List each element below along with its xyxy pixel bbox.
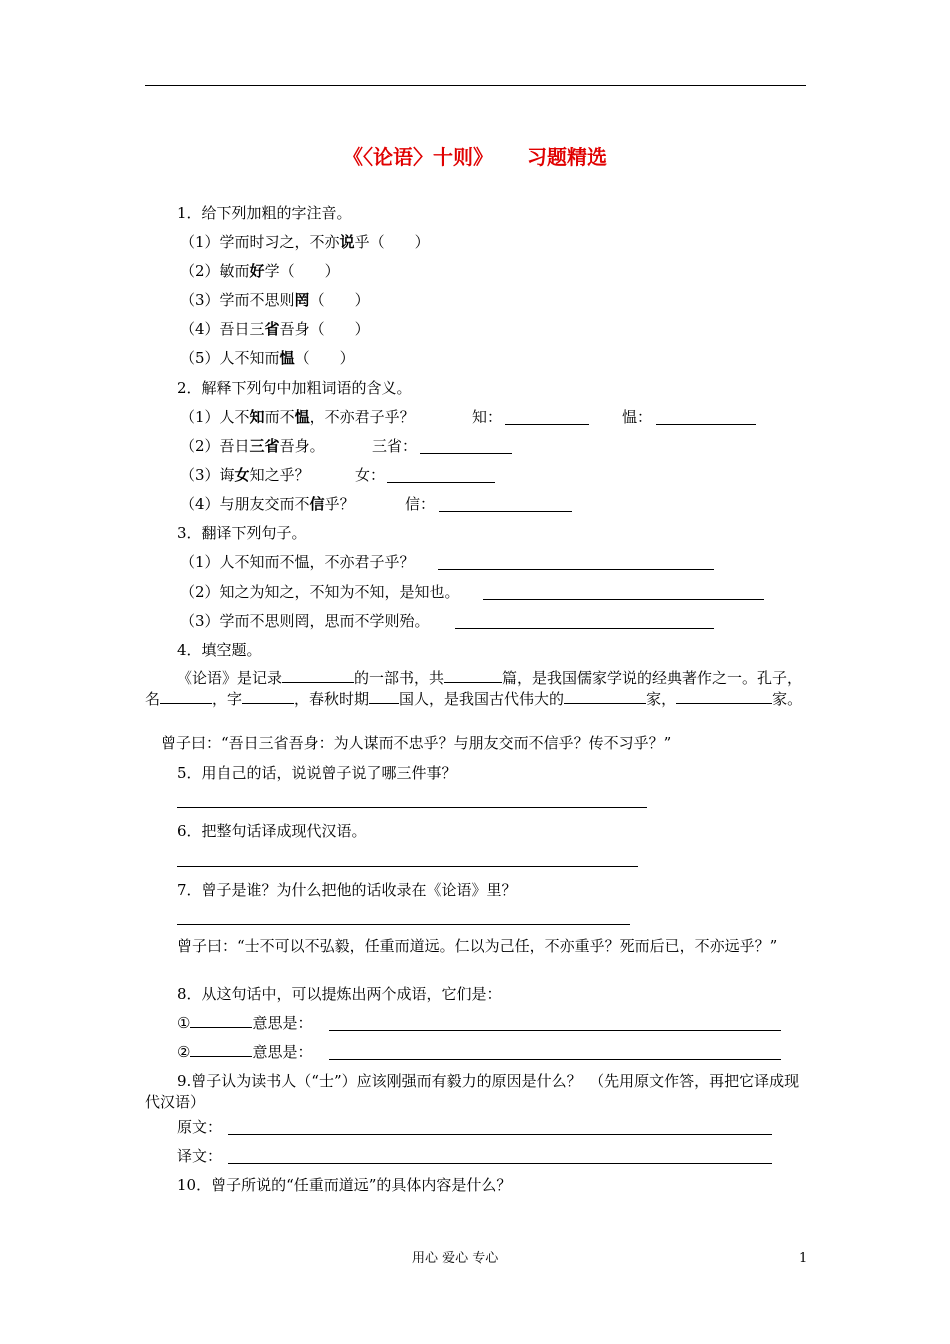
answer-line[interactable] [329, 1059, 781, 1060]
q3-item-3: （3）学而不思则罔，思而不学则殆。 [180, 612, 430, 630]
quote-1: 曾子曰：“吾日三省吾身：为人谋而不忠乎？与朋友交而不信乎？传不习乎？” [161, 734, 672, 752]
header-rule [145, 85, 806, 86]
fill-blank[interactable] [742, 689, 772, 704]
q3-item-2: （2）知之为知之，不知为不知，是知也。 [180, 583, 460, 601]
question-4-stem: 4．填空题。 [177, 641, 262, 659]
q1-item-3: （3）学而不思则罔（ ） [180, 291, 370, 309]
q2-item-3: （3）诲女知之乎？ [180, 466, 310, 484]
q3-item-1: （1）人不知而不愠，不亦君子乎？ [180, 553, 415, 571]
question-1-stem: 1．给下列加粗的字注音。 [177, 204, 352, 222]
fill-blank[interactable] [190, 1013, 252, 1028]
q9-translation-label: 译文： [177, 1147, 223, 1165]
q8-item-2: ② 意思是： [177, 1043, 313, 1061]
q1-item-4: （4）吾日三省吾身（ ） [180, 320, 370, 338]
answer-line[interactable] [483, 599, 764, 600]
q8-item-1: ① 意思是： [177, 1014, 313, 1032]
answer-line[interactable] [438, 569, 714, 570]
q2-item-4: （4）与朋友交而不信乎？ [180, 495, 355, 513]
answer-line[interactable] [228, 1134, 772, 1135]
q2-item-2: （2）吾日三省吾身。 [180, 437, 325, 455]
fill-blank[interactable] [444, 668, 502, 683]
question-9-stem: 9.曾子认为读书人（“士”）应该刚强而有毅力的原因是什么？ （先用原文作答，再把它译成现代汉语） [145, 1072, 800, 1111]
fill-blank[interactable] [282, 668, 354, 683]
answer-line[interactable] [656, 424, 756, 425]
q2-key-3: 三省： [372, 437, 418, 455]
quote-2: 曾子曰：“士不可以不弘毅，任重而道远。仁以为己任，不亦重乎？死而后已，不亦远乎？” [177, 937, 778, 955]
q9-original-label: 原文： [177, 1118, 223, 1136]
q1-item-2: （2）敏而好学（ ） [180, 262, 340, 280]
page-number: 1 [799, 1251, 808, 1266]
answer-line[interactable] [177, 866, 638, 867]
fill-blank[interactable] [190, 1042, 252, 1057]
page-title [0, 144, 950, 170]
answer-line[interactable] [439, 511, 572, 512]
question-3-stem: 3．翻译下列句子。 [177, 524, 307, 542]
q2-key-5: 信： [405, 495, 436, 513]
fill-blank[interactable] [242, 689, 294, 704]
question-5: 5．用自己的话，说说曾子说了哪三件事？ [177, 764, 457, 782]
answer-line[interactable] [505, 424, 589, 425]
answer-line[interactable] [228, 1163, 772, 1164]
q1-item-5: （5）人不知而愠（ ） [180, 349, 355, 367]
answer-line[interactable] [455, 628, 714, 629]
q2-key-2: 愠： [622, 408, 653, 426]
fill-blank[interactable] [369, 689, 399, 704]
question-10: 10．曾子所说的“任重而道远”的具体内容是什么？ [177, 1176, 512, 1194]
q2-item-1: （1）人不知而不愠，不亦君子乎？ [180, 408, 415, 426]
answer-line[interactable] [420, 453, 512, 454]
question-2-stem: 2．解释下列句中加粗词语的含义。 [177, 379, 412, 397]
answer-line[interactable] [387, 482, 495, 483]
fill-blank[interactable] [160, 689, 212, 704]
title-sub: 习题精选 [527, 145, 607, 169]
q1-item-1: （1）学而时习之，不亦说乎（ ） [180, 233, 430, 251]
q2-key-1: 知： [472, 408, 503, 426]
footer-motto: 用心 爱心 专心 [412, 1251, 499, 1266]
question-7: 7．曾子是谁？为什么把他的话收录在《论语》里？ [177, 881, 517, 899]
answer-line[interactable] [329, 1030, 781, 1031]
q2-key-4: 女： [355, 466, 386, 484]
answer-line[interactable] [177, 807, 647, 808]
answer-line[interactable] [177, 924, 630, 925]
fill-blank[interactable] [676, 689, 742, 704]
question-8-stem: 8．从这句话中，可以提炼出两个成语，它们是： [177, 985, 502, 1003]
title-main: 《〈论语〉十则》 [343, 145, 493, 169]
q4-fill-paragraph: 《论语》是记录 的一部书，共 篇，是我国儒家学说的经典著作之一。孔子，名 ，字 ，春秋时期 国人，是我国古代伟大的 家， 家。 [145, 669, 803, 708]
question-6: 6．把整句话译成现代汉语。 [177, 822, 367, 840]
fill-blank[interactable] [564, 689, 646, 704]
